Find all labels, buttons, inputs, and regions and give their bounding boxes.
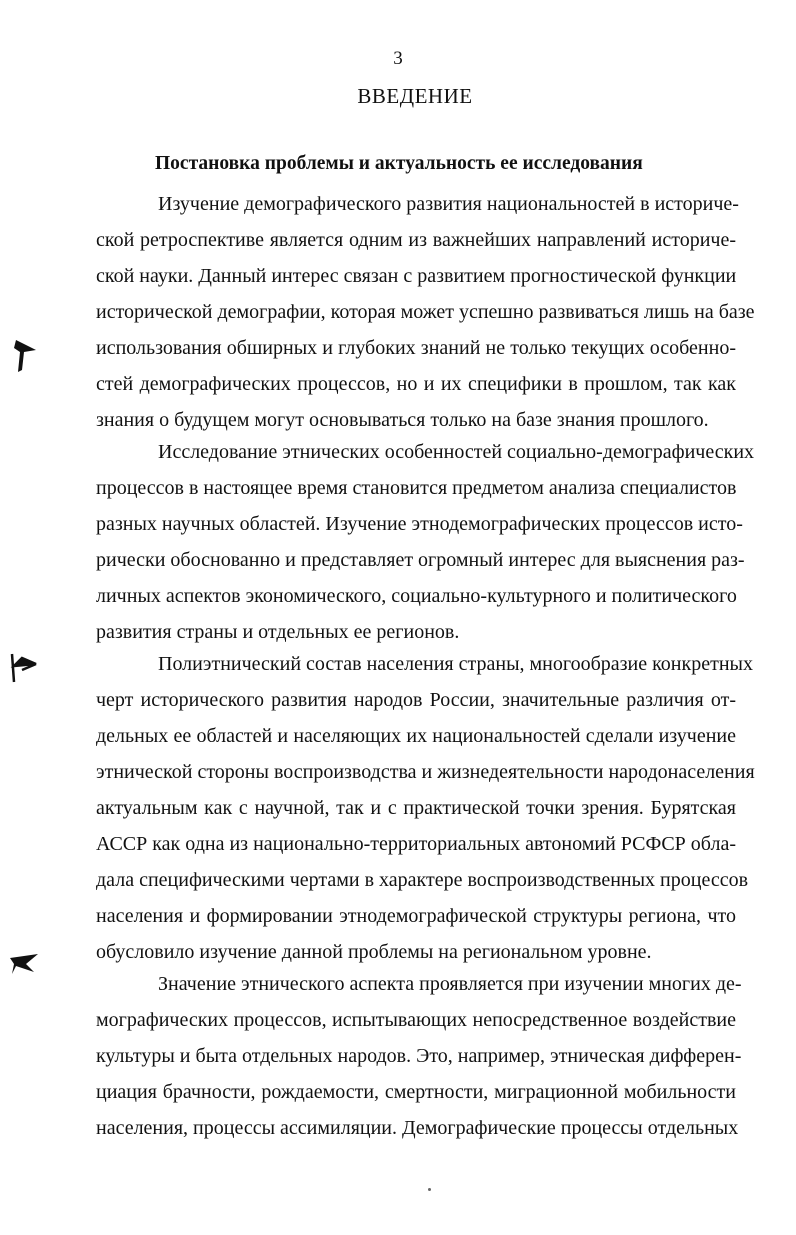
text-line: дельных ее областей и населяющих их национальностей сделали изучение bbox=[96, 725, 736, 747]
scan-dot bbox=[428, 1188, 431, 1191]
text-line: личных аспектов экономического, социально-культурного и политического bbox=[96, 585, 737, 607]
text-line: мографических процессов, испытывающих непосредственное воздействие bbox=[96, 1009, 736, 1031]
text-line: использования обширных и глубоких знаний не только текущих особенно- bbox=[96, 337, 736, 359]
text-line: обусловило изучение данной проблемы на региональном уровне. bbox=[96, 941, 652, 963]
text-line: актуальным как с научной, так и с практической точки зрения. Бурятская bbox=[96, 797, 736, 819]
ink-mark-icon bbox=[8, 648, 40, 688]
text-line: разных научных областей. Изучение этнодемографических процессов исто- bbox=[96, 513, 743, 535]
text-line: Значение этнического аспекта проявляется при изучении многих де- bbox=[158, 973, 742, 995]
text-line: Изучение демографического развития национальностей в историче- bbox=[158, 193, 739, 215]
ink-mark-icon bbox=[8, 336, 40, 376]
text-line: черт исторического развития народов России, значительные различия от- bbox=[96, 689, 736, 711]
text-line: АССР как одна из национально-территориальных автономий РСФСР обла- bbox=[96, 833, 736, 855]
text-line: Полиэтнический состав населения страны, многообразие конкретных bbox=[158, 653, 753, 675]
text-line: стей демографических процессов, но и их специфики в прошлом, так как bbox=[96, 373, 736, 395]
text-line: циация брачности, рождаемости, смертности, миграционной мобильности bbox=[96, 1081, 736, 1103]
text-line: населения, процессы ассимиляции. Демографические процессы отдельных bbox=[96, 1117, 739, 1139]
text-line: этнической стороны воспроизводства и жизнедеятельности народонаселения bbox=[96, 761, 755, 783]
text-line: Исследование этнических особенностей социально-демографических bbox=[158, 441, 755, 463]
text-line: процессов в настоящее время становится предметом анализа специалистов bbox=[96, 477, 737, 499]
paragraph-4 bbox=[96, 966, 742, 1146]
text-line: культуры и быта отдельных народов. Это, например, этническая дифферен- bbox=[96, 1045, 742, 1067]
text-line: исторической демографии, которая может успешно развиваться лишь на базе bbox=[96, 301, 755, 323]
text-line: знания о будущем могут основываться только на базе знания прошлого. bbox=[96, 409, 709, 431]
page-number: 3 bbox=[393, 48, 403, 69]
text-line: дала специфическими чертами в характере воспроизводственных процессов bbox=[96, 869, 749, 891]
text-line: населения и формировании этнодемографической структуры региона, что bbox=[96, 905, 736, 927]
page-title: ВВЕДЕНИЕ bbox=[357, 84, 473, 108]
section-heading: Постановка проблемы и актуальность ее исследования bbox=[155, 153, 643, 174]
text-line: ской ретроспективе является одним из важнейших направлений историче- bbox=[96, 229, 736, 251]
paragraph-2 bbox=[96, 434, 755, 650]
paragraph-1 bbox=[96, 186, 755, 438]
ink-mark-icon bbox=[8, 944, 40, 984]
text-line: развития страны и отдельных ее регионов. bbox=[96, 621, 460, 643]
paragraph-3 bbox=[96, 646, 755, 970]
text-line: ской науки. Данный интерес связан с развитием прогностической функции bbox=[96, 265, 737, 287]
text-line: рически обоснованно и представляет огромный интерес для выяснения раз- bbox=[96, 549, 745, 571]
